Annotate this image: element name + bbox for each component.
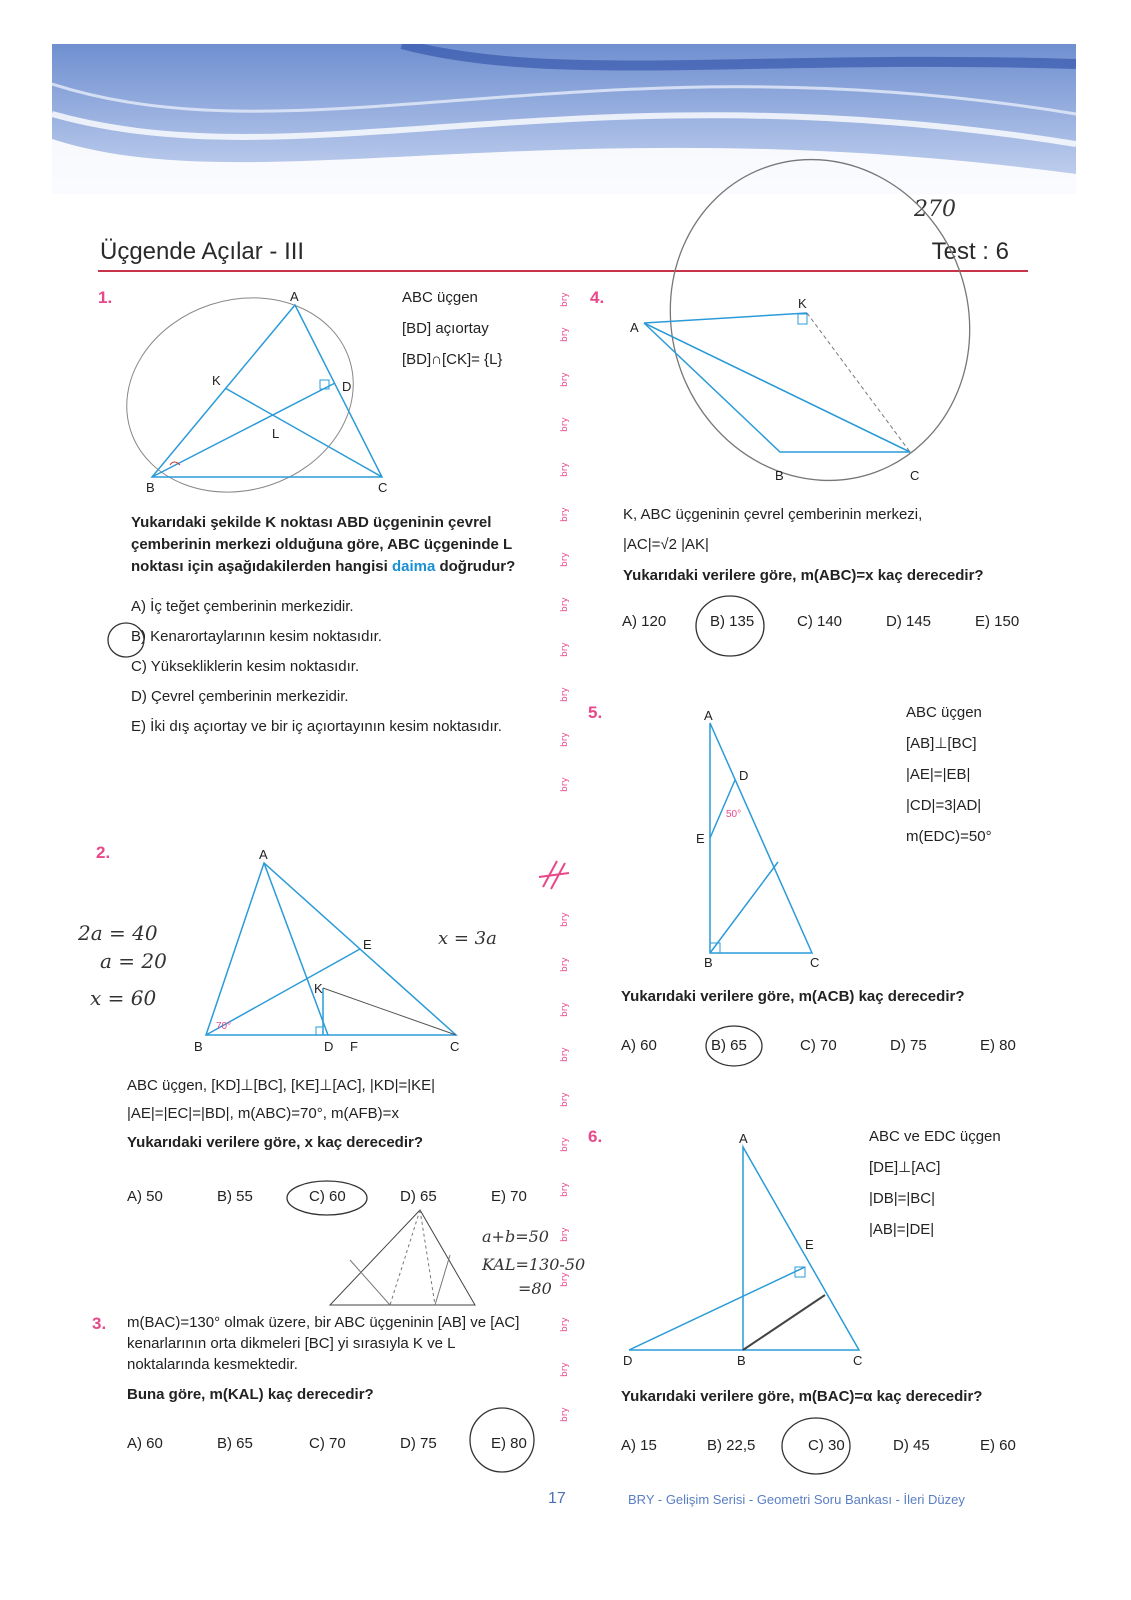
q4-label-b: B xyxy=(775,468,784,483)
q5-option-e[interactable]: E) 80 xyxy=(980,1037,1016,1054)
q1-label-c: C xyxy=(378,480,388,495)
q5-label-c: C xyxy=(810,955,820,970)
answer-circle xyxy=(700,1022,774,1072)
sidebar-mark: bry xyxy=(560,1227,570,1242)
page-title: Üçgende Açılar - III xyxy=(100,238,305,265)
sidebar-mark: bry xyxy=(560,552,570,567)
hand-note: a = 20 xyxy=(100,949,167,973)
option-e[interactable]: E) İki dış açıortay ve bir iç açıortayının kesim noktasıdır. xyxy=(131,718,502,735)
sidebar-mark: bry xyxy=(560,687,570,702)
q5-option-c[interactable]: C) 70 xyxy=(800,1037,837,1054)
answer-circle xyxy=(776,1412,856,1482)
option-c[interactable]: C) Yüksekliklerin kesim noktasıdır. xyxy=(131,658,360,675)
q1-label-b: B xyxy=(146,480,155,495)
stem-highlight: daima xyxy=(391,558,436,575)
question-6-givens xyxy=(869,1121,1001,1245)
q2-option-b[interactable]: B) 55 xyxy=(217,1188,253,1205)
question-6-number: 6. xyxy=(588,1127,603,1146)
q5-label-a: A xyxy=(704,708,713,723)
sidebar-mark: bry xyxy=(560,1407,570,1422)
q2-label-c: C xyxy=(450,1039,460,1054)
q5-angle: 50° xyxy=(726,809,742,820)
q2-label-a: A xyxy=(259,847,268,862)
question-4-number: 4. xyxy=(590,288,605,307)
given-line: |AE|=|EB| xyxy=(906,766,971,783)
q1-label-a: A xyxy=(290,289,299,304)
q3-option-c[interactable]: C) 70 xyxy=(309,1435,346,1452)
sidebar-mark: bry xyxy=(560,1137,570,1152)
question-5-number: 5. xyxy=(588,703,603,722)
option-b[interactable]: B) Kenarortaylarının kesim noktasıdır. xyxy=(131,628,382,645)
sidebar-mark: bry xyxy=(560,1002,570,1017)
given-line: ABC üçgen, [KD]⊥[BC], [KE]⊥[AC], |KD|=|KE| xyxy=(127,1077,436,1094)
q3-option-a[interactable]: A) 60 xyxy=(127,1435,163,1452)
sidebar-mark: bry xyxy=(560,292,570,307)
sidebar-mark: bry xyxy=(560,1272,570,1287)
question-1-options xyxy=(131,592,502,742)
question-3-handwriting xyxy=(478,1222,588,1302)
q6-label-e: E xyxy=(805,1237,814,1252)
given-line: ABC üçgen xyxy=(402,289,478,306)
sidebar-mark: bry xyxy=(560,777,570,792)
question-4-givens xyxy=(623,500,1043,560)
q6-label-c: C xyxy=(853,1353,863,1368)
q4-option-d[interactable]: D) 145 xyxy=(886,613,932,630)
answer-circle xyxy=(690,592,770,664)
q6-option-d[interactable]: D) 45 xyxy=(893,1437,930,1454)
q6-option-e[interactable]: E) 60 xyxy=(980,1437,1016,1454)
question-1-stem xyxy=(131,512,541,578)
q2-label-e: E xyxy=(363,937,372,952)
q4-option-a[interactable]: A) 120 xyxy=(622,613,667,630)
q5-label-e: E xyxy=(696,831,705,846)
q3-option-e[interactable]: E) 80 xyxy=(491,1435,527,1452)
question-3-number: 3. xyxy=(92,1314,107,1333)
hand-note: x = 3a xyxy=(438,928,497,949)
sidebar-mark: bry xyxy=(560,1182,570,1197)
question-3-stem: m(BAC)=130° olmak üzere, bir ABC üçgeninin [AB] ve [AC] kenarlarının orta dikmeleri [BC] yi sırasıyla K ve L noktalarında kesmektedir. xyxy=(127,1314,520,1373)
question-5-figure xyxy=(690,705,830,970)
question-6-figure xyxy=(615,1125,875,1370)
hand-note: KAL=130-50 xyxy=(482,1255,586,1274)
sidebar-mark: bry xyxy=(560,507,570,522)
given-line: |DB|=|BC| xyxy=(869,1190,936,1207)
sidebar-mark: bry xyxy=(560,327,570,342)
question-2-handwriting xyxy=(70,910,190,1020)
q2-option-a[interactable]: A) 50 xyxy=(127,1188,163,1205)
option-d[interactable]: D) Çevrel çemberinin merkezidir. xyxy=(131,688,349,705)
question-1-givens xyxy=(402,282,502,375)
question-6-question: Yukarıdaki verilere göre, m(BAC)=α kaç derecedir? xyxy=(621,1388,983,1405)
question-5-question: Yukarıdaki verilere göre, m(ACB) kaç derecedir? xyxy=(621,988,965,1005)
sidebar-mark: bry xyxy=(560,417,570,432)
answer-circle xyxy=(465,1402,539,1476)
sidebar-mark: bry xyxy=(560,462,570,477)
given-line: K, ABC üçgeninin çevrel çemberinin merkezi, xyxy=(623,506,923,523)
q3-option-d[interactable]: D) 75 xyxy=(400,1435,437,1452)
sidebar-mark: bry xyxy=(560,597,570,612)
hand-note: x = 60 xyxy=(90,986,157,1010)
sidebar-mark: bry xyxy=(560,732,570,747)
sidebar-mark: bry xyxy=(560,372,570,387)
question-2-figure xyxy=(188,845,473,1060)
sidebar-mark: bry xyxy=(560,957,570,972)
q6-option-c[interactable]: C) 30 xyxy=(808,1437,845,1454)
question-2-number: 2. xyxy=(96,843,111,862)
q2-label-f: F xyxy=(350,1039,358,1054)
q5-option-a[interactable]: A) 60 xyxy=(621,1037,657,1054)
given-line: m(EDC)=50° xyxy=(906,828,992,845)
q2-option-d[interactable]: D) 65 xyxy=(400,1188,437,1205)
hand-note: 270 xyxy=(914,197,956,222)
given-line: |AE|=|EC|=|BD|, m(ABC)=70°, m(AFB)=x xyxy=(127,1105,399,1122)
sidebar-mark: bry xyxy=(560,1047,570,1062)
given-line: [BD] açıortay xyxy=(402,320,489,337)
q1-label-k: K xyxy=(212,373,221,388)
sidebar-mark: bry xyxy=(560,912,570,927)
q5-option-d[interactable]: D) 75 xyxy=(890,1037,927,1054)
pen-mark xyxy=(535,855,575,895)
q4-option-b[interactable]: B) 135 xyxy=(710,613,755,630)
q3-option-b[interactable]: B) 65 xyxy=(217,1435,253,1452)
q6-label-a: A xyxy=(739,1131,748,1146)
answer-circle xyxy=(104,618,154,664)
q6-option-a[interactable]: A) 15 xyxy=(621,1437,657,1454)
test-number: Test : 6 xyxy=(931,238,1009,265)
series-label: BRY - Gelişim Serisi - Geometri Soru Bankası - İleri Düzey xyxy=(628,1492,965,1507)
given-line: [DE]⊥[AC] xyxy=(869,1159,941,1176)
q6-option-b[interactable]: B) 22,5 xyxy=(707,1437,756,1454)
given-line: |AC|=√2 |AK| xyxy=(623,536,709,553)
q4-label-c: C xyxy=(910,468,920,483)
sidebar-mark: bry xyxy=(560,1092,570,1107)
option-a[interactable]: A) İç teğet çemberinin merkezidir. xyxy=(131,598,354,615)
q4-label-k: K xyxy=(798,296,807,311)
q5-label-b: B xyxy=(704,955,713,970)
given-line: ABC üçgen xyxy=(906,704,982,721)
given-line: [BD]∩[CK]= {L} xyxy=(402,351,503,368)
stem-text: doğrudur? xyxy=(439,558,516,575)
stem-text: Yukarıdaki şekilde K noktası ABD üçgeninin çevrel çemberinin merkezi olduğuna göre, ABC üçgeninde L noktası için aşağıdakilerden hangisi xyxy=(131,514,512,575)
page-number: 17 xyxy=(548,1490,566,1507)
q5-label-d: D xyxy=(739,768,749,783)
q6-label-d: D xyxy=(623,1353,633,1368)
sidebar-mark: bry xyxy=(560,642,570,657)
question-2-givens xyxy=(127,1072,547,1128)
question-4-figure xyxy=(620,150,980,495)
q6-label-b: B xyxy=(737,1353,746,1368)
given-line: ABC ve EDC üçgen xyxy=(869,1128,1001,1145)
sidebar-mark: bry xyxy=(560,1317,570,1332)
q4-option-c[interactable]: C) 140 xyxy=(797,613,843,630)
given-line: [AB]⊥[BC] xyxy=(906,735,977,752)
hand-note: 2a = 40 xyxy=(78,921,158,945)
question-1-figure xyxy=(110,285,390,500)
q2-label-k: K xyxy=(314,981,323,996)
given-line: |CD|=3|AD| xyxy=(906,797,982,814)
hand-note: =80 xyxy=(518,1279,552,1298)
q1-label-l: L xyxy=(272,426,280,441)
q2-label-b: B xyxy=(194,1039,203,1054)
question-3-question: Buna göre, m(KAL) kaç derecedir? xyxy=(127,1386,374,1403)
q1-label-d: D xyxy=(342,379,352,394)
hand-note: a+b=50 xyxy=(482,1227,549,1246)
q5-option-b[interactable]: B) 65 xyxy=(711,1037,747,1054)
q4-option-e[interactable]: E) 150 xyxy=(975,613,1020,630)
q2-option-c[interactable]: C) 60 xyxy=(309,1188,346,1205)
question-4-question: Yukarıdaki verilere göre, m(ABC)=x kaç derecedir? xyxy=(623,567,984,584)
sidebar-mark: bry xyxy=(560,1362,570,1377)
question-2-question: Yukarıdaki verilere göre, x kaç derecedir? xyxy=(127,1134,424,1151)
q2-label-d: D xyxy=(324,1039,334,1054)
q4-label-a: A xyxy=(630,320,639,335)
question-1-number: 1. xyxy=(98,288,113,307)
given-line: |AB|=|DE| xyxy=(869,1221,935,1238)
question-3-sketch xyxy=(310,1200,500,1315)
q2-option-e[interactable]: E) 70 xyxy=(491,1188,527,1205)
question-5-givens xyxy=(906,697,992,852)
q2-angle: 70° xyxy=(216,1021,232,1032)
